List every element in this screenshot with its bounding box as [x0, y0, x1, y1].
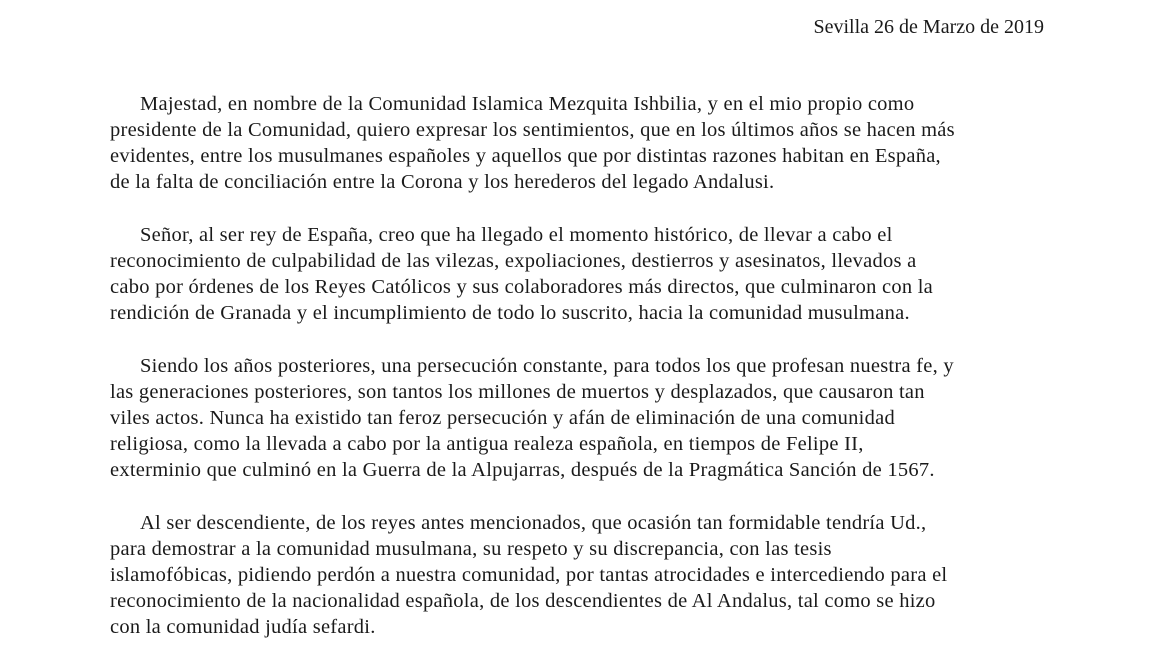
- paragraph-3: [110, 353, 1070, 483]
- text-line: cabo por órdenes de los Reyes Católicos y sus colaboradores más directos, que culminaron con la: [110, 276, 934, 298]
- text-line: reconocimiento de culpabilidad de las vilezas, expoliaciones, destierros y asesinatos, llevados a: [110, 250, 917, 272]
- text-line: Al ser descendiente, de los reyes antes mencionados, que ocasión tan formidable tendría Ud.,: [140, 512, 927, 534]
- text-line: las generaciones posteriores, son tantos los millones de muertos y desplazados, que causaron tan: [110, 381, 925, 403]
- text-line: Majestad, en nombre de la Comunidad Islamica Mezquita Ishbilia, y en el mio propio como: [140, 93, 915, 115]
- text-line: evidentes, entre los musulmanes españoles y aquellos que por distintas razones habitan en España,: [110, 145, 941, 167]
- letter-body: [110, 91, 1070, 667]
- text-line: exterminio que culminó en la Guerra de la Alpujarras, después de la Pragmática Sanción de 1567.: [110, 459, 935, 481]
- text-line: reconocimiento de la nacionalidad española, de los descendientes de Al Andalus, tal como se hizo: [110, 590, 936, 612]
- text-line: Siendo los años posteriores, una persecución constante, para todos los que profesan nuestra fe, y: [140, 355, 954, 377]
- text-line: con la comunidad judía sefardi.: [110, 616, 376, 638]
- text-line: Señor, al ser rey de España, creo que ha llegado el momento histórico, de llevar a cabo el: [140, 224, 893, 246]
- text-line: viles actos. Nunca ha existido tan feroz persecución y afán de eliminación de una comunidad: [110, 407, 895, 429]
- paragraph-1: [110, 91, 1070, 195]
- text-line: islamofóbicas, pidiendo perdón a nuestra comunidad, por tantas atrocidades e intercediendo para el: [110, 564, 948, 586]
- paragraph-2: [110, 222, 1070, 326]
- text-line: para demostrar a la comunidad musulmana, su respeto y su discrepancia, con las tesis: [110, 538, 832, 560]
- paragraph-4: [110, 510, 1070, 640]
- text-line: religiosa, como la llevada a cabo por la antigua realeza española, en tiempos de Felipe II,: [110, 433, 864, 455]
- text-line: presidente de la Comunidad, quiero expresar los sentimientos, que en los últimos años se hacen más: [110, 119, 955, 141]
- text-line: de la falta de conciliación entre la Corona y los herederos del legado Andalusi.: [110, 171, 775, 193]
- letter-date: Sevilla 26 de Marzo de 2019: [813, 16, 1044, 38]
- text-line: rendición de Granada y el incumplimiento de todo lo suscrito, hacia la comunidad musulmana.: [110, 302, 910, 324]
